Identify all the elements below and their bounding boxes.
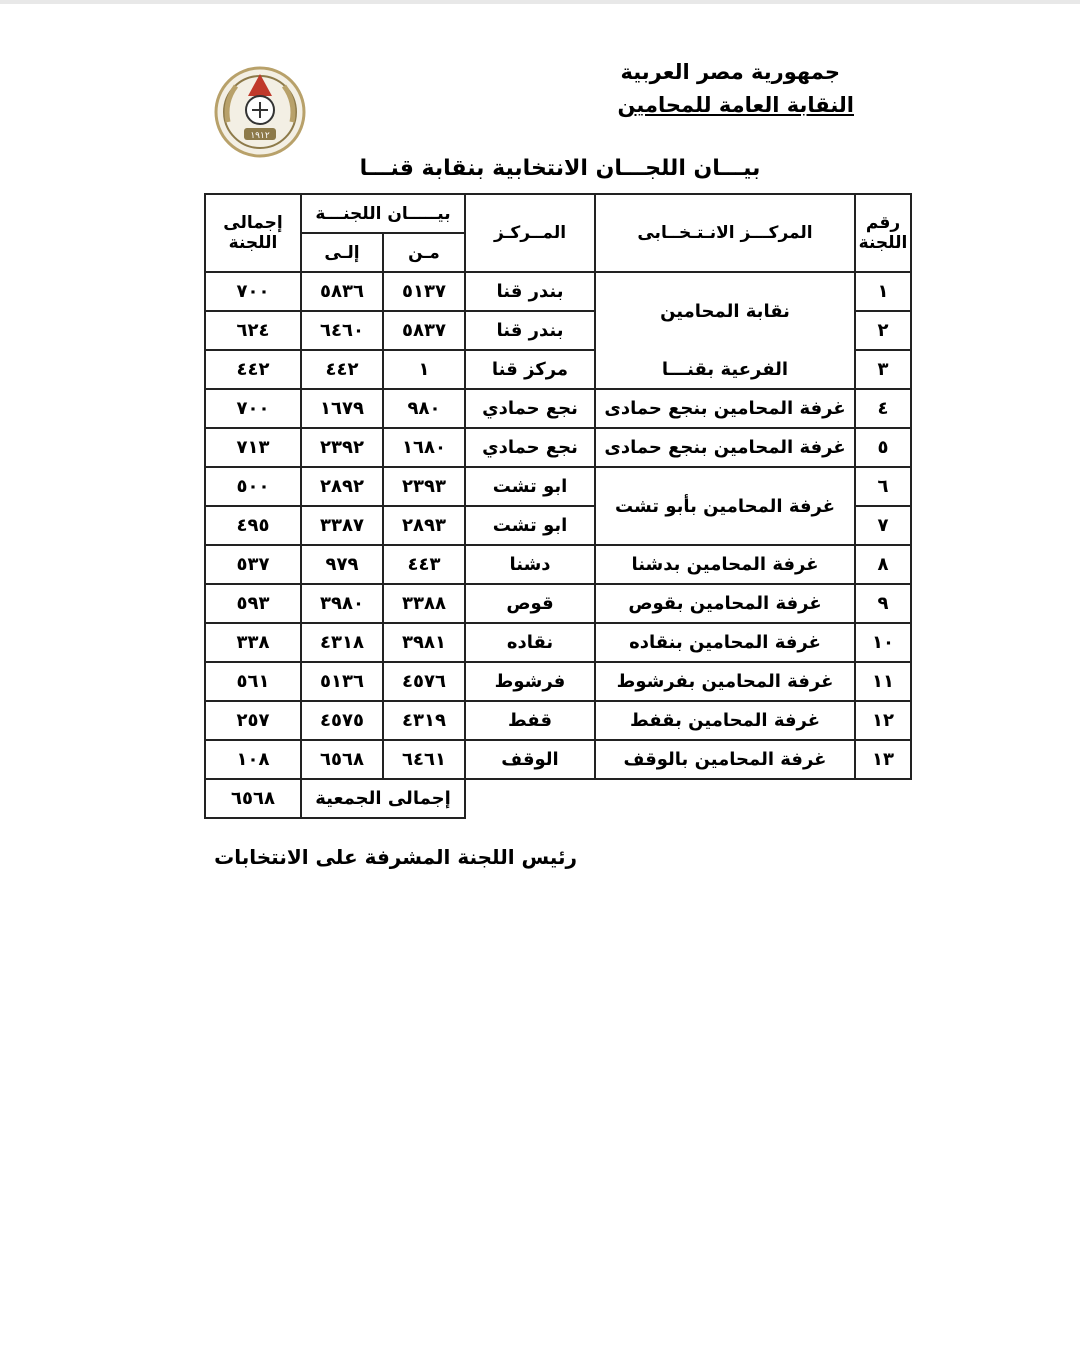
row-from: ٥٨٣٧ xyxy=(383,311,465,350)
row-center: بندر قنا xyxy=(465,272,595,311)
row-to: ٢٨٩٢ xyxy=(301,467,383,506)
row-site: نقابة المحامين xyxy=(595,272,855,350)
grand-total-row xyxy=(205,779,911,818)
row-center: الوقف xyxy=(465,740,595,779)
row-num: ١١ xyxy=(855,662,911,701)
row-to: ٥١٣٦ xyxy=(301,662,383,701)
row-site: غرفة المحامين بقفط xyxy=(595,701,855,740)
row-from: ٩٨٠ xyxy=(383,389,465,428)
row-num: ٣ xyxy=(855,350,911,389)
row-to: ١٦٧٩ xyxy=(301,389,383,428)
top-divider xyxy=(0,0,1080,4)
row-center: نجع حمادي xyxy=(465,428,595,467)
row-to: ٦٥٦٨ xyxy=(301,740,383,779)
row-to: ٩٧٩ xyxy=(301,545,383,584)
row-from: ٤٤٣ xyxy=(383,545,465,584)
table-row xyxy=(205,623,911,662)
syndicate-name: النقابة العامة للمحامين xyxy=(617,93,854,117)
row-num: ١٠ xyxy=(855,623,911,662)
row-from: ٦٤٦١ xyxy=(383,740,465,779)
row-num: ٤ xyxy=(855,389,911,428)
header-committee: بيـــــان اللجنـــة xyxy=(301,194,465,233)
row-total: ٣٣٨ xyxy=(205,623,301,662)
row-center: مركز قنا xyxy=(465,350,595,389)
row-to: ٦٤٦٠ xyxy=(301,311,383,350)
row-total: ٥٣٧ xyxy=(205,545,301,584)
row-center: ابو تشت xyxy=(465,467,595,506)
table-row xyxy=(205,428,911,467)
row-total: ٤٤٢ xyxy=(205,350,301,389)
row-center: نقاده xyxy=(465,623,595,662)
header-center: المــركـز xyxy=(465,194,595,272)
committees-table xyxy=(204,193,912,819)
row-center: ابو تشت xyxy=(465,506,595,545)
row-from: ١٦٨٠ xyxy=(383,428,465,467)
row-from: ٣٣٨٨ xyxy=(383,584,465,623)
row-num: ١٣ xyxy=(855,740,911,779)
row-to: ٤٤٢ xyxy=(301,350,383,389)
row-total: ٥٦١ xyxy=(205,662,301,701)
row-num: ٧ xyxy=(855,506,911,545)
grand-total-label: إجمالى الجمعية xyxy=(301,779,465,818)
row-num: ١٢ xyxy=(855,701,911,740)
row-center: نجع حمادي xyxy=(465,389,595,428)
row-from: ٢٣٩٣ xyxy=(383,467,465,506)
logo-year: ١٩١٢ xyxy=(250,131,270,141)
row-from: ١ xyxy=(383,350,465,389)
table-row xyxy=(205,389,911,428)
row-from: ٢٨٩٣ xyxy=(383,506,465,545)
row-site: غرفة المحامين بنجع حمادى xyxy=(595,389,855,428)
header-site: المركـــز الانـتـخــابى xyxy=(595,194,855,272)
signature-line: رئيس اللجنة المشرفة على الانتخابات xyxy=(214,845,577,869)
row-from: ٣٩٨١ xyxy=(383,623,465,662)
row-site: الفرعية بقنـــا xyxy=(595,350,855,389)
table-row xyxy=(205,350,911,389)
row-site: غرفة المحامين بدشنا xyxy=(595,545,855,584)
row-to: ٥٨٣٦ xyxy=(301,272,383,311)
row-center: دشنا xyxy=(465,545,595,584)
row-num: ١ xyxy=(855,272,911,311)
table-row xyxy=(205,545,911,584)
row-center: بندر قنا xyxy=(465,311,595,350)
header-num: رقم اللجنة xyxy=(855,194,911,272)
row-to: ٣٣٨٧ xyxy=(301,506,383,545)
row-from: ٥١٣٧ xyxy=(383,272,465,311)
table-row xyxy=(205,467,911,506)
row-from: ٤٥٧٦ xyxy=(383,662,465,701)
syndicate-logo xyxy=(214,66,306,158)
table-header-row xyxy=(205,194,911,233)
row-site: غرفة المحامين بنقاده xyxy=(595,623,855,662)
row-total: ٧٠٠ xyxy=(205,272,301,311)
row-total: ١٠٨ xyxy=(205,740,301,779)
row-center: قفط xyxy=(465,701,595,740)
table-row xyxy=(205,584,911,623)
header-to: إلـى xyxy=(301,233,383,272)
row-num: ٨ xyxy=(855,545,911,584)
header-total: إجمالى اللجنة xyxy=(205,194,301,272)
header-from: مـن xyxy=(383,233,465,272)
row-site: غرفة المحامين بقوص xyxy=(595,584,855,623)
row-total: ٢٥٧ xyxy=(205,701,301,740)
row-num: ٦ xyxy=(855,467,911,506)
row-total: ٥٩٣ xyxy=(205,584,301,623)
row-site: غرفة المحامين بفرشوط xyxy=(595,662,855,701)
row-total: ٦٢٤ xyxy=(205,311,301,350)
row-site: غرفة المحامين بالوقف xyxy=(595,740,855,779)
row-center: فرشوط xyxy=(465,662,595,701)
row-to: ٣٩٨٠ xyxy=(301,584,383,623)
row-total: ٤٩٥ xyxy=(205,506,301,545)
row-site: غرفة المحامين بأبو تشت xyxy=(595,467,855,545)
table-row xyxy=(205,662,911,701)
row-to: ٤٣١٨ xyxy=(301,623,383,662)
row-total: ٧٠٠ xyxy=(205,389,301,428)
row-site: غرفة المحامين بنجع حمادى xyxy=(595,428,855,467)
table-row xyxy=(205,701,911,740)
table-row xyxy=(205,272,911,311)
row-num: ٩ xyxy=(855,584,911,623)
row-to: ٢٣٩٢ xyxy=(301,428,383,467)
table-row xyxy=(205,740,911,779)
row-total: ٥٠٠ xyxy=(205,467,301,506)
country-name: جمهورية مصر العربية xyxy=(620,60,840,84)
row-from: ٤٣١٩ xyxy=(383,701,465,740)
grand-total-value: ٦٥٦٨ xyxy=(205,779,301,818)
row-num: ٥ xyxy=(855,428,911,467)
row-total: ٧١٣ xyxy=(205,428,301,467)
row-to: ٤٥٧٥ xyxy=(301,701,383,740)
row-num: ٢ xyxy=(855,311,911,350)
row-center: قوص xyxy=(465,584,595,623)
document-title: بيـــان اللجـــان الانتخابية بنقابة قنـــا xyxy=(359,156,761,181)
